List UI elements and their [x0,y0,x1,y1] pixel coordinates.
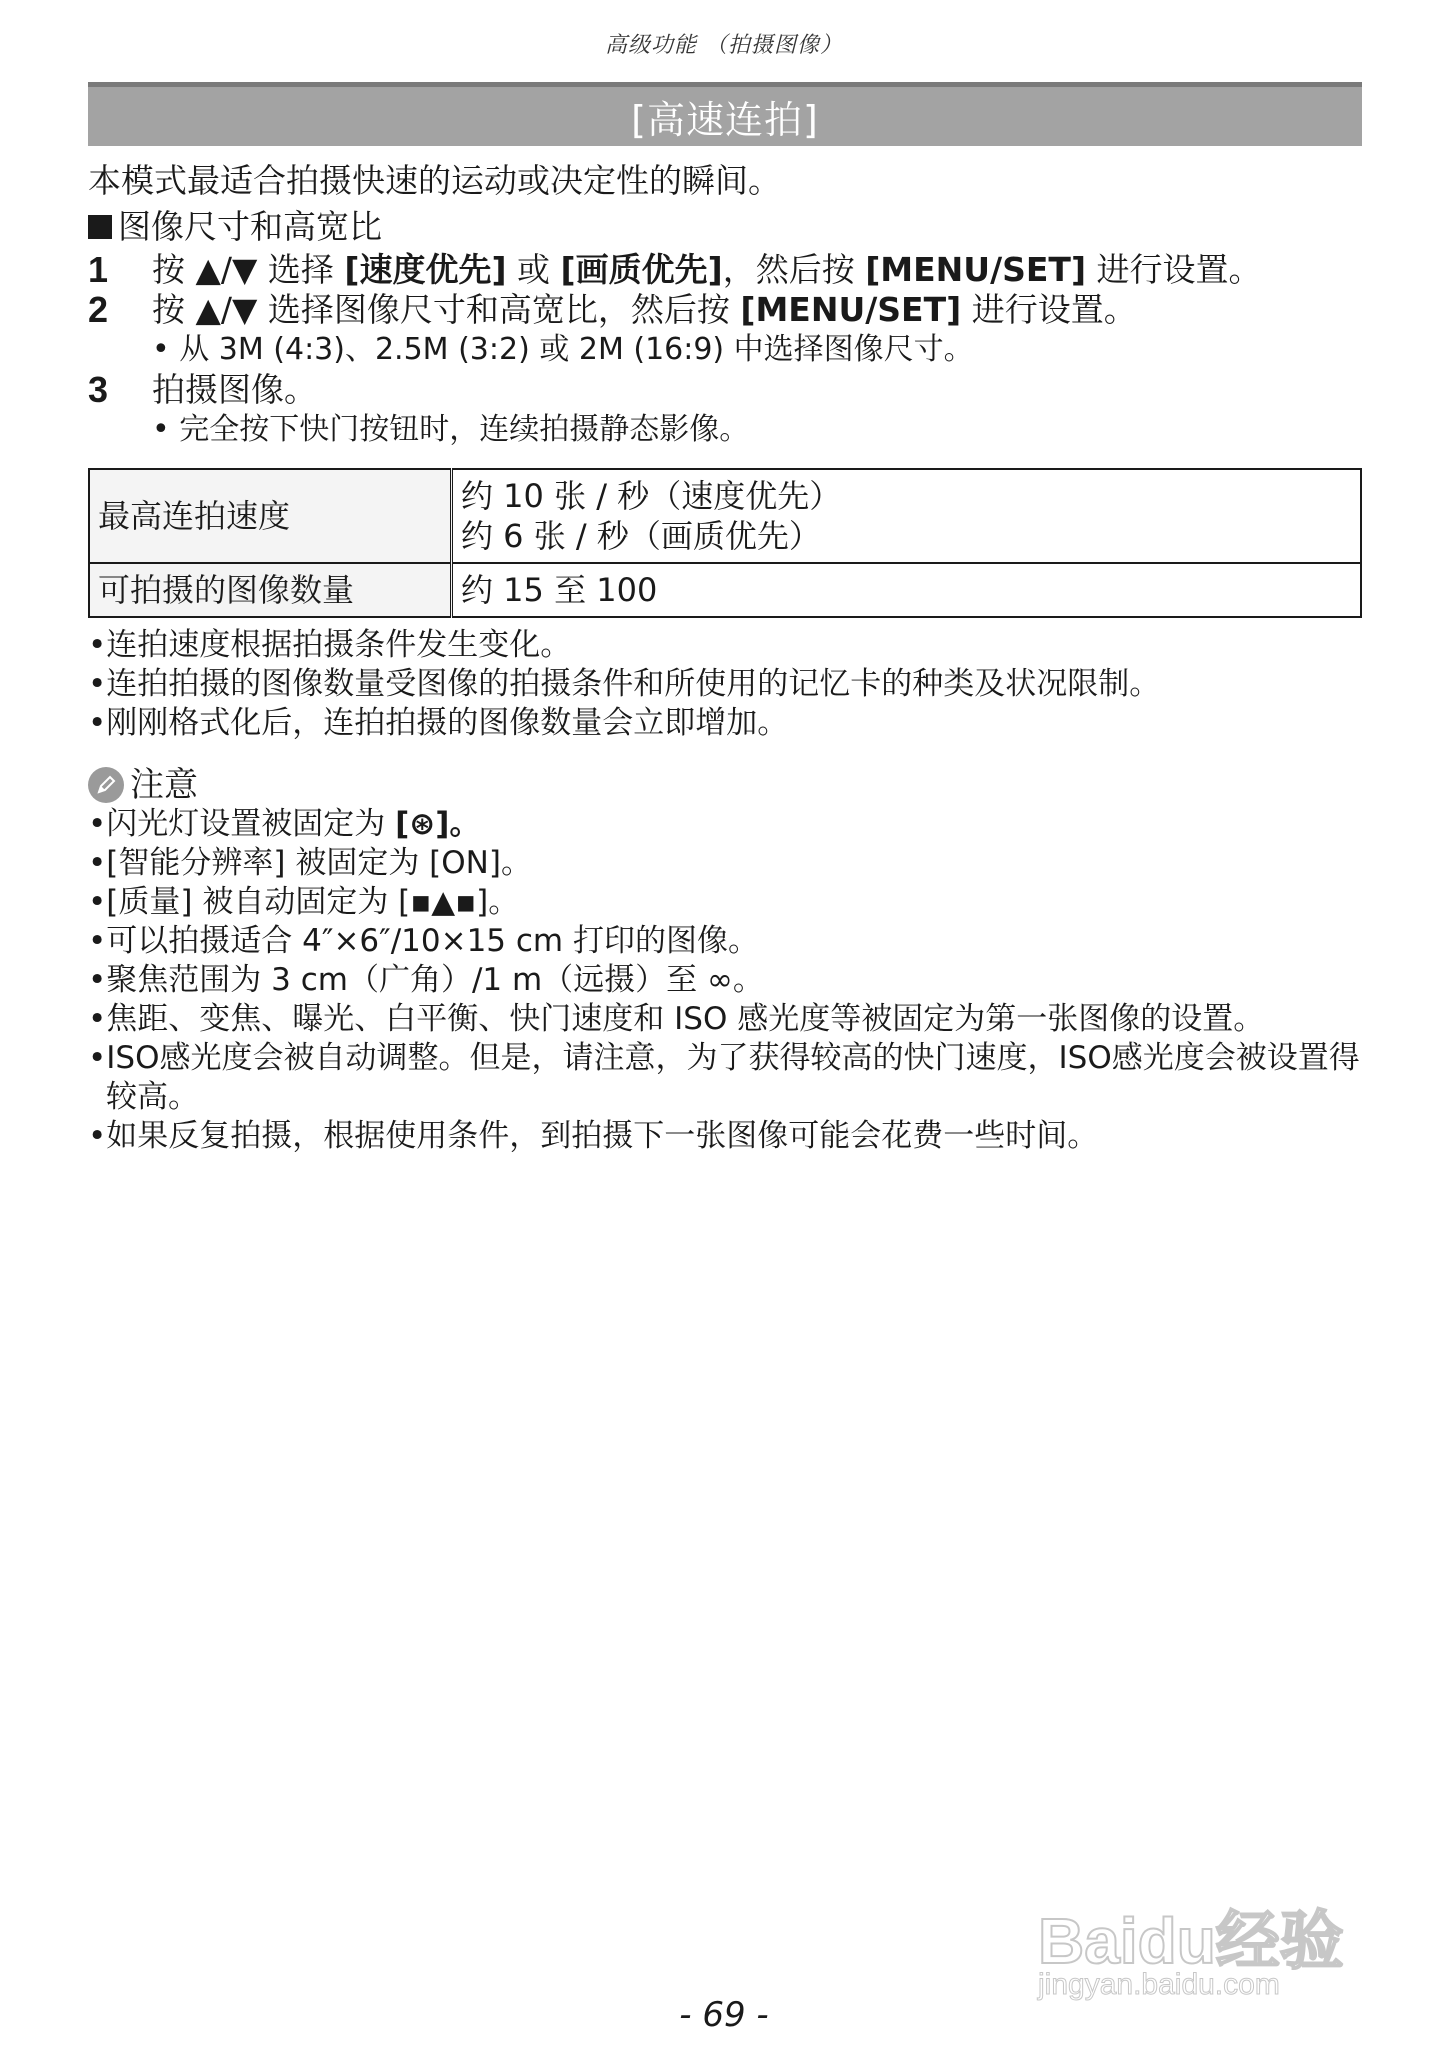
step-number: 3 [88,369,109,410]
list-item: •聚焦范围为 3 cm（广角）/1 m（远摄）至 ∞。 [88,962,764,998]
note-list [88,805,1362,1156]
table-label-cell: 最高连拍速度 [89,469,452,563]
step-3 [88,370,1362,410]
note-heading-text: 注意 [130,765,198,805]
subheading-text: 图像尺寸和高宽比 [118,207,382,246]
step-2-note: • 从 3M (4:3)、2.5M (3:2) 或 2M (16:9) 中选择图像尺寸。 [152,332,974,367]
note-heading [88,765,1362,805]
watermark-url: jingyan.baidu.com [1038,1968,1280,2001]
list-item: •连拍速度根据拍摄条件发生变化。 [88,627,572,663]
square-bullet-icon [88,215,112,239]
step-text: 按 ▲/▼ 选择 [速度优先] 或 [画质优先]，然后按 [MENU/SET] 进行设置。 [152,250,1262,289]
table-row [89,469,1361,563]
page-number: - 69 - [679,1995,769,2035]
list-item: •[智能分辨率] 被固定为 [ON]。 [88,845,532,881]
table-row [89,563,1361,617]
step-text: 拍摄图像。 [152,370,317,409]
list-item: •连拍拍摄的图像数量受图像的拍摄条件和所使用的记忆卡的种类及状况限制。 [88,666,1161,702]
header-caption: 高级功能 （拍摄图像） [605,33,843,58]
list-item: •焦距、变焦、曝光、白平衡、快门速度和 ISO 感光度等被固定为第一张图像的设置。 [88,1001,1265,1037]
list-item: •[质量] 被自动固定为 [▪▲▪]。 [88,884,520,920]
table-label-cell: 可拍摄的图像数量 [89,563,452,617]
table-value-cell: 约 10 张 / 秒（速度优先） 约 6 张 / 秒（画质优先） [452,469,1362,563]
step-number: 1 [88,249,109,290]
step-1 [88,250,1362,290]
list-item: •如果反复拍摄，根据使用条件，到拍摄下一张图像可能会花费一些时间。 [88,1118,1099,1154]
intro-text: 本模式最适合拍摄快速的运动或决定性的瞬间。 [88,161,781,200]
step-number: 2 [88,289,109,330]
step-3-note: • 完全按下快门按钮时，连续拍摄静态影像。 [152,412,750,447]
watermark-brand: Baidu经验 [1038,1905,1344,1977]
list-item: •刚刚格式化后，连拍拍摄的图像数量会立即增加。 [88,705,789,741]
table-notes [88,626,1362,743]
spec-table [88,468,1362,618]
step-2 [88,290,1362,330]
baidu-watermark [1038,1850,1368,2000]
list-item: •可以拍摄适合 4″×6″/10×15 cm 打印的图像。 [88,923,759,959]
section-title-bar [88,82,1362,146]
list-item: •ISO感光度会被自动调整。但是，请注意，为了获得较高的快门速度，ISO感光度会被设置得较高。 [88,1040,1360,1115]
subheading [88,204,1362,250]
table-value-cell: 约 15 至 100 [452,563,1362,617]
pencil-icon [88,767,124,803]
list-item: •闪光灯设置被固定为 [⊛]。 [88,806,481,842]
step-text: 按 ▲/▼ 选择图像尺寸和高宽比，然后按 [MENU/SET] 进行设置。 [152,290,1137,329]
section-title: [高速连拍] [631,98,819,142]
main-content [88,158,1362,1156]
